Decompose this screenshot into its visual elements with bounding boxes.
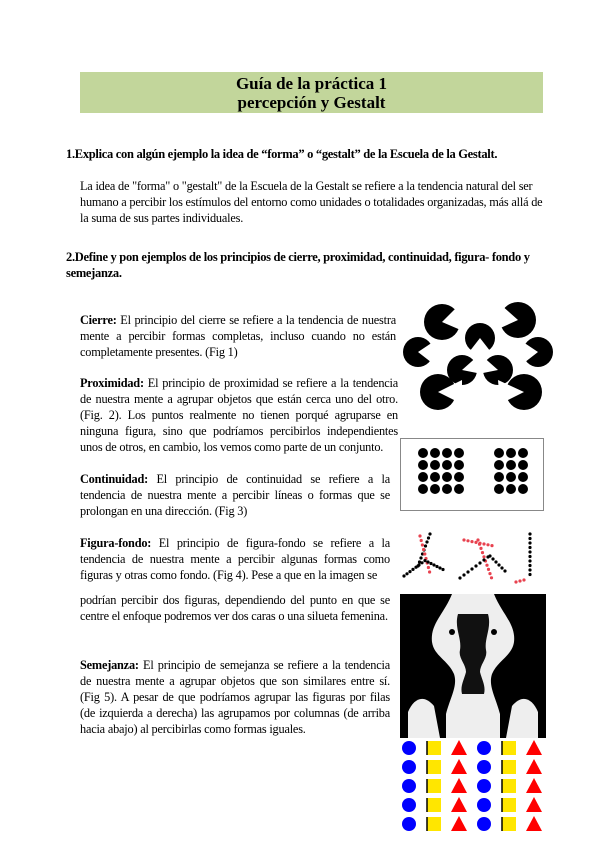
continuity-dot (425, 540, 428, 543)
continuity-dot (478, 561, 481, 564)
continuity-dot (503, 569, 506, 572)
continuity-dot (427, 566, 430, 569)
continuity-dot (476, 538, 479, 541)
continuity-dot (423, 552, 426, 555)
similarity-triangle (526, 740, 542, 755)
term-proximidad: Proximidad: (80, 376, 144, 390)
similarity-triangle (526, 759, 542, 774)
continuity-dot (528, 555, 531, 558)
page-title-line1: Guía de la práctica 1 (235, 74, 388, 93)
similarity-square (427, 798, 441, 812)
text-cierre: El principio del cierre se refiere a la tendencia de nuestra mente a percibir formas completas, incluso cuando no están completamente presentes. (Fig 1) (80, 313, 396, 359)
continuity-dot (518, 579, 521, 582)
closure-disc (465, 323, 495, 356)
fig-closure-image (400, 294, 560, 414)
question-2-number: 2. (66, 250, 75, 264)
text-continuidad: El principio de continuidad se refiere a la tendencia de nuestra mente a percibir líneas o formas que se prolongan en una dirección. (Fig 3) (80, 472, 390, 518)
continuity-dot (462, 538, 465, 541)
proximity-dot (454, 484, 464, 494)
similarity-circle (402, 741, 416, 755)
answer-1: La idea de "forma" o "gestalt" de la Escuela de la Gestalt se refiere a la tendencia natural del ser humano a percibir los estímulos del entorno como unidades o totalidades organizadas, más allá de la suma de sus partes individuales. (80, 179, 543, 225)
question-2-text: Define y pon ejemplos de los principios de cierre, proximidad, continuidad, figura- fondo y semejanza. (66, 250, 530, 280)
term-semejanza: Semejanza: (80, 658, 139, 672)
continuity-dot (428, 570, 431, 573)
proximity-dot (506, 472, 516, 482)
similarity-triangle (451, 778, 467, 793)
proximity-dot (506, 460, 516, 470)
continuity-dot (486, 543, 489, 546)
similarity-triangle (451, 740, 467, 755)
continuity-dot (414, 566, 417, 569)
question-1-text: Explica con algún ejemplo la idea de “forma” o “gestalt” de la Escuela de la Gestalt. (74, 147, 498, 161)
similarity-square (427, 741, 441, 755)
continuity-dot (528, 568, 531, 571)
similarity-square (502, 798, 516, 812)
continuity-dot (466, 570, 469, 573)
continuity-dot (435, 565, 438, 568)
proximity-dots (401, 439, 543, 510)
closure-disc (424, 304, 470, 340)
continuity-dot (411, 568, 414, 571)
similarity-triangle (451, 759, 467, 774)
continuity-dot (418, 534, 421, 537)
continuity-dot (470, 567, 473, 570)
continuity-dot (422, 548, 425, 551)
continuity-dot (438, 566, 441, 569)
continuity-dot (528, 573, 531, 576)
proximity-dot (442, 484, 452, 494)
continuity-dot (429, 562, 432, 565)
continuity-dot (528, 550, 531, 553)
proximity-dot (494, 472, 504, 482)
proximity-dot (442, 460, 452, 470)
continuity-dot (470, 540, 473, 543)
similarity-circle (402, 779, 416, 793)
continuity-dot (417, 563, 420, 566)
proximity-dot (494, 484, 504, 494)
similarity-circle (402, 760, 416, 774)
similarity-square (502, 741, 516, 755)
text-figura-fondo: El principio de figura-fondo se refiere a la tendencia de nuestra mente a percibir algunas formas como figuras y otras como fondo. (Fig 4). Pese a que en la imagen se (80, 536, 390, 582)
continuity-dot (482, 558, 485, 561)
continuity-dot (420, 561, 423, 564)
term-figura-fondo: Figura-fondo: (80, 536, 152, 550)
continuity-dot (528, 532, 531, 535)
continuity-dot (500, 566, 503, 569)
continuity-dot (488, 572, 491, 575)
proximity-dot (442, 472, 452, 482)
continuity-dot (528, 541, 531, 544)
closure-disc (403, 337, 436, 367)
similarity-square (502, 760, 516, 774)
continuity-dot (421, 543, 424, 546)
similarity-square (427, 817, 441, 831)
continuity-dot (405, 572, 408, 575)
proximity-dot (494, 448, 504, 458)
similarity-circle (402, 817, 416, 831)
continuity-dot (491, 557, 494, 560)
closure-disc (478, 354, 513, 385)
similarity-circle (477, 798, 491, 812)
title-band (80, 72, 543, 113)
question-1 (66, 146, 546, 162)
proximity-dot (518, 460, 528, 470)
fig-figure-ground-image (400, 594, 546, 738)
proximity-dot (442, 448, 452, 458)
continuity-dot (482, 555, 485, 558)
continuity-dot (528, 546, 531, 549)
similarity-triangle (526, 797, 542, 812)
continuity-dot (458, 576, 461, 579)
continuity-dot (423, 559, 426, 562)
similarity-triangle (451, 816, 467, 831)
proximity-dot (430, 448, 440, 458)
continuity-dot (528, 559, 531, 562)
term-continuidad: Continuidad: (80, 472, 148, 486)
continuity-dot (490, 576, 493, 579)
fig-similarity-image (398, 740, 546, 836)
question-2 (66, 249, 548, 281)
closure-disc (496, 302, 536, 338)
proximity-dot (494, 460, 504, 470)
continuity-dot (441, 568, 444, 571)
similarity-square (427, 760, 441, 774)
continuity-dot (482, 542, 485, 545)
similarity-triangle (526, 778, 542, 793)
continuity-dot (408, 570, 411, 573)
proximity-dot (418, 472, 428, 482)
text-semejanza: El principio de semejanza se refiere a la tendencia de nuestra mente a agrupar objetos que son similares entre sí. (Fig 5). A pesar de que podríamos agrupar las figuras por filas (de izquierda a derecha) las agrupamos por columnas (de arriba hacia abajo) al percibirlas como formas iguales. (80, 658, 390, 736)
continuity-dot (420, 539, 423, 542)
proximity-dot (506, 484, 516, 494)
continuity-dot (466, 539, 469, 542)
proximity-dot (518, 484, 528, 494)
question-1-number: 1. (66, 147, 75, 161)
fig-continuity-image (400, 528, 550, 588)
continuity-dot (485, 564, 488, 567)
similarity-circle (402, 798, 416, 812)
closure-disc (447, 354, 482, 385)
similarity-circle (477, 817, 491, 831)
similarity-triangle (526, 816, 542, 831)
continuity-dot (419, 556, 422, 559)
proximity-dot (518, 448, 528, 458)
similarity-circle (477, 741, 491, 755)
continuity-dot (402, 574, 405, 577)
proximity-dot (454, 448, 464, 458)
continuity-dot (426, 560, 429, 563)
closure-disc (520, 337, 553, 367)
proximity-dot (430, 484, 440, 494)
principle-proximidad (80, 375, 398, 455)
continuity-dot (528, 537, 531, 540)
figura-fondo-continuation: podrían percibir dos figuras, dependiendo del punto en que se centre el enfoque podremos ver dos caras o una silueta femenina. (80, 593, 390, 623)
continuity-dot (479, 547, 482, 550)
proximity-dot (418, 448, 428, 458)
continuity-dot (427, 536, 430, 539)
proximity-dot (454, 472, 464, 482)
continuity-dot (488, 554, 491, 557)
continuity-dot (528, 564, 531, 567)
principle-continuidad (80, 471, 390, 519)
term-cierre: Cierre: (80, 313, 117, 327)
continuity-dot (424, 544, 427, 547)
continuity-dot (497, 563, 500, 566)
proximity-dot (418, 460, 428, 470)
continuity-dot (522, 578, 525, 581)
similarity-square (502, 817, 516, 831)
continuity-dot (514, 580, 517, 583)
continuity-dot (474, 564, 477, 567)
text-proximidad: El principio de proximidad se refiere a la tendencia de nuestra mente a agrupar objetos que están cerca uno del otro. (Fig. 2). Los puntos realmente no tienen porqué agruparse en ninguna figura, sino que podríamos percibirlos independientes unos de otros, en cambio, los vemos como parte de un conjunto. (80, 376, 398, 454)
continuity-dot (428, 532, 431, 535)
continuity-dot (462, 573, 465, 576)
proximity-dot (454, 460, 464, 470)
similarity-circle (477, 760, 491, 774)
similarity-square (502, 779, 516, 793)
continuity-dot (494, 560, 497, 563)
similarity-square (427, 779, 441, 793)
similarity-circle (477, 779, 491, 793)
principle-semejanza (80, 657, 390, 737)
page-title-line2: percepción y Gestalt (237, 93, 386, 112)
continuity-dot (432, 563, 435, 566)
continuity-dot (487, 568, 490, 571)
proximity-dot (418, 484, 428, 494)
continuity-dot (481, 551, 484, 554)
proximity-dot (506, 448, 516, 458)
proximity-dot (518, 472, 528, 482)
continuity-dot (490, 544, 493, 547)
principle-cierre (80, 312, 396, 360)
principle-figura-fondo (80, 535, 390, 583)
continuity-dot (478, 543, 481, 546)
fig-proximity-image (400, 438, 544, 511)
similarity-triangle (451, 797, 467, 812)
proximity-dot (430, 460, 440, 470)
proximity-dot (430, 472, 440, 482)
